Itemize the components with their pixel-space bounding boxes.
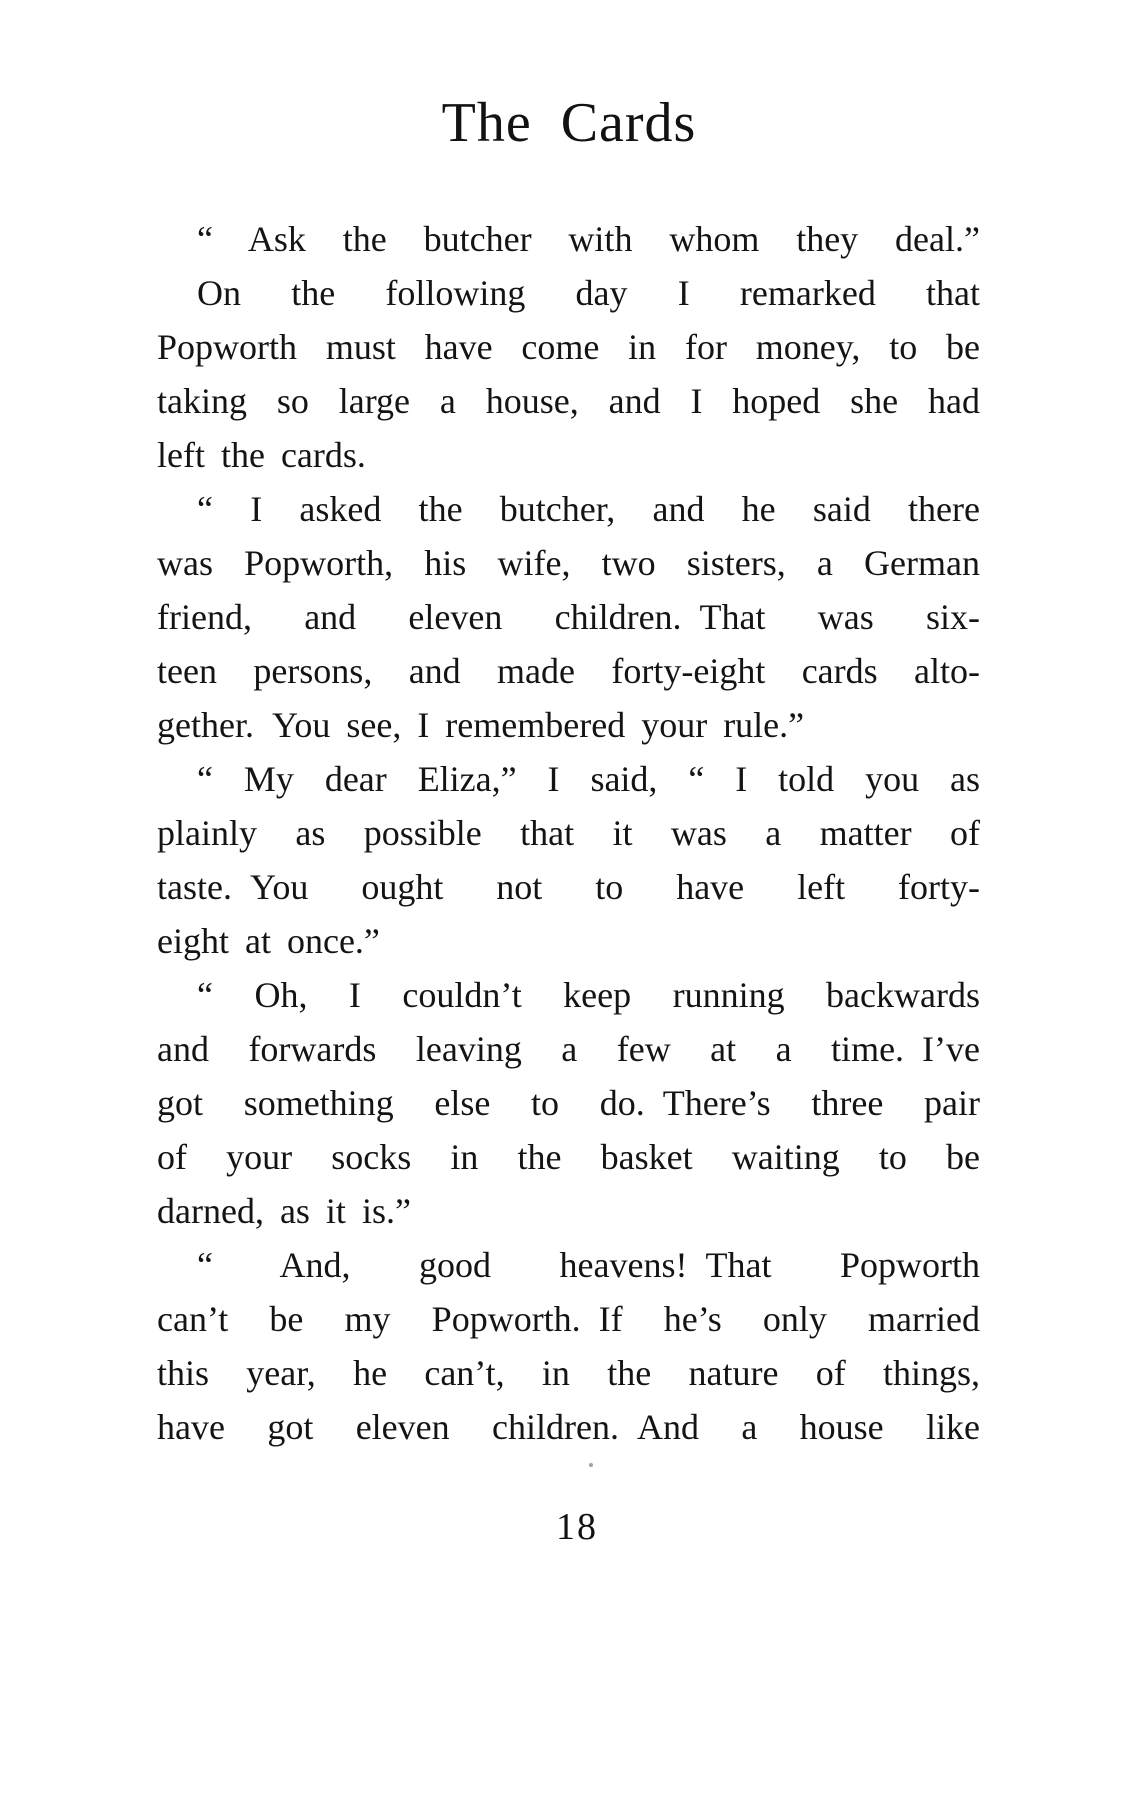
text-line: friend, and eleven children. That was six- bbox=[157, 597, 980, 637]
text-line: was Popworth, his wife, two sisters, a German bbox=[157, 543, 980, 583]
text-line: eight at once.” bbox=[157, 921, 380, 961]
text-line: plainly as possible that it was a matter of bbox=[157, 813, 980, 853]
paragraph-2 bbox=[157, 266, 980, 482]
text-line: left the cards. bbox=[157, 435, 366, 475]
text-line: “ My dear Eliza,” I said, “ I told you as bbox=[197, 759, 980, 799]
text-line: On the following day I remarked that bbox=[197, 273, 980, 313]
ink-speck bbox=[589, 1463, 593, 1467]
paragraph-3 bbox=[157, 482, 980, 752]
paragraph-6 bbox=[157, 1238, 980, 1454]
text-line: of your socks in the basket waiting to be bbox=[157, 1137, 980, 1177]
text-line: got something else to do. There’s three pair bbox=[157, 1083, 980, 1123]
page-title: The Cards bbox=[441, 92, 697, 154]
text-line: darned, as it is.” bbox=[157, 1191, 411, 1231]
text-line: taking so large a house, and I hoped she had bbox=[157, 381, 980, 421]
text-line: taste. You ought not to have left forty- bbox=[157, 867, 980, 907]
paragraph-1 bbox=[157, 212, 980, 266]
page-number: 18 bbox=[556, 1506, 598, 1548]
text-line: have got eleven children. And a house like bbox=[157, 1407, 980, 1447]
body-text bbox=[157, 212, 980, 1454]
text-line: “ I asked the butcher, and he said there bbox=[197, 489, 980, 529]
text-line: “ Oh, I couldn’t keep running backwards bbox=[197, 975, 980, 1015]
text-line: this year, he can’t, in the nature of things, bbox=[157, 1353, 980, 1393]
paragraph-4 bbox=[157, 752, 980, 968]
text-line: teen persons, and made forty-eight cards alto- bbox=[157, 651, 980, 691]
text-line: gether. You see, I remembered your rule.” bbox=[157, 705, 805, 745]
text-line: “ And, good heavens! That Popworth bbox=[197, 1245, 980, 1285]
text-line: can’t be my Popworth. If he’s only married bbox=[157, 1299, 980, 1339]
text-line: “ Ask the butcher with whom they deal.” bbox=[197, 219, 980, 259]
text-line: Popworth must have come in for money, to be bbox=[157, 327, 980, 367]
text-line: and forwards leaving a few at a time. I’ve bbox=[157, 1029, 980, 1069]
paragraph-5 bbox=[157, 968, 980, 1238]
